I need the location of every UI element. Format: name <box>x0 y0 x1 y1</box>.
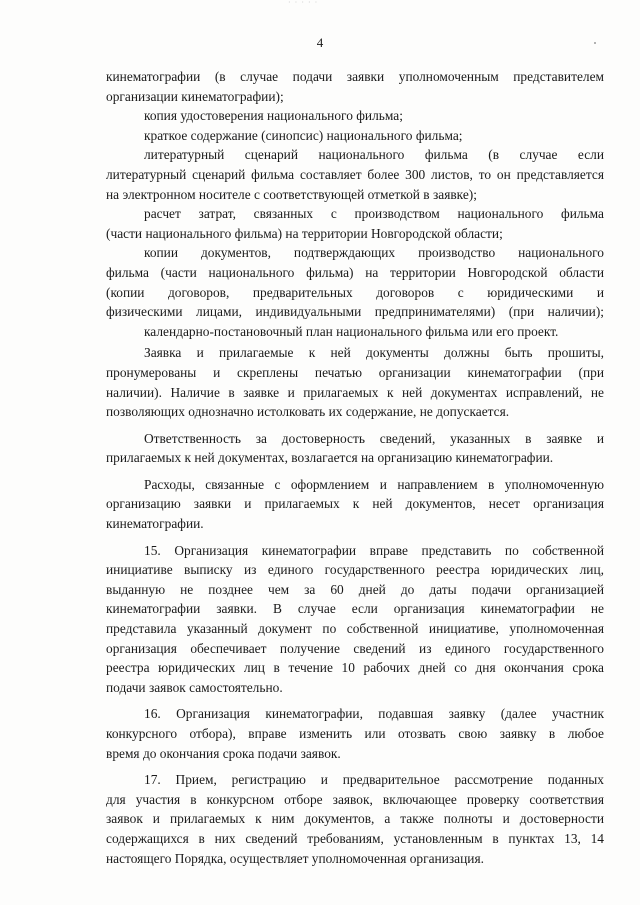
para-binding-requirements <box>106 343 604 421</box>
text-line: копия удостоверения национального фильма; <box>144 108 403 124</box>
text-line: календарно-постановочный план национального фильма или его проект. <box>144 323 559 339</box>
text-line: конкурсного отбора), вправе изменить или отозвать свою заявку в любое <box>106 726 604 741</box>
document-body <box>106 67 604 868</box>
text-line: 16. Организация кинематографии, подавшая заявку (далее участник <box>144 706 604 722</box>
text-line: реестра юридических лиц в течение 10 рабочих дней со дня окончания срока <box>106 660 604 676</box>
list-item-script <box>106 145 604 204</box>
text-line: подачи заявок самостоятельно. <box>106 679 283 695</box>
text-line: настоящего Порядка, осуществляет уполномоченная организация. <box>106 850 484 866</box>
list-item-production-plan <box>106 322 604 342</box>
para-continuation <box>106 67 604 106</box>
text-line: Ответственность за достоверность сведений, указанных в заявке и <box>144 430 604 446</box>
text-line: прилагаемых к ней документах, возлагается на организацию кинематографии. <box>106 450 554 466</box>
text-line: Расходы, связанные с оформлением и направлением в уполномоченную <box>144 476 604 492</box>
text-line: время до окончания срока подачи заявок. <box>106 745 341 761</box>
text-line: расчет затрат, связанных с производством национального фильма <box>144 206 604 222</box>
para-clause-16 <box>106 704 604 763</box>
para-clause-15 <box>106 541 604 698</box>
text-line: Заявка и прилагаемые к ней документы должны быть прошиты, <box>144 345 604 361</box>
text-line: литературный сценарий национального фильма (в случае если <box>144 147 604 163</box>
list-item-copy-certificate <box>106 106 604 126</box>
text-line: пронумерованы и скреплены печатью организации кинематографии (при <box>106 364 604 380</box>
text-line: заявок и прилагаемых к ним документов, а также полноты и достоверности <box>106 811 604 827</box>
text-line: организация обеспечивает получение сведений из единого государственного <box>106 640 604 656</box>
list-item-production-documents <box>106 243 604 321</box>
text-line: для участия в конкурсном отборе заявок, включающее проверку соответствия <box>106 791 604 807</box>
text-line: выданную не позднее чем за 60 дней до даты подачи организацией <box>106 581 604 597</box>
text-line: 17. Прием, регистрацию и предварительное рассмотрение поданных <box>144 772 604 788</box>
text-line: копии документов, подтверждающих производство национального <box>144 245 604 261</box>
para-clause-17 <box>106 770 604 868</box>
text-line: кинематографии заявки. В случае если организация кинематографии не <box>106 601 604 617</box>
text-line: кинематографии (в случае подачи заявки уполномоченным представителем <box>106 69 604 84</box>
para-expenses <box>106 475 604 534</box>
text-line: 15. Организация кинематографии вправе представить по собственной <box>144 542 604 558</box>
text-line: позволяющих однозначно истолковать их содержание, не допускается. <box>106 404 510 420</box>
scan-speck <box>594 42 596 44</box>
text-line: физическими лицами, индивидуальными предпринимателями) (при наличии); <box>106 304 604 320</box>
list-item-cost-calculation <box>106 204 604 243</box>
list-item-synopsis <box>106 126 604 146</box>
text-line: содержащихся в них сведений требованиям, установленным в пунктах 13, 14 <box>106 830 604 846</box>
text-line: литературный сценарий фильма составляет более 300 листов, то он представляется <box>106 166 604 182</box>
text-line: на электронном носителе с соответствующей отметкой в заявке); <box>106 186 477 202</box>
text-line: инициативе выписку из единого государственного реестра юридических лиц, <box>106 562 604 578</box>
header-mark: · · · · · <box>288 0 319 6</box>
text-line: организацию заявки и прилагаемых к ней документов, несет организация <box>106 496 604 512</box>
text-line: организации кинематографии); <box>106 88 284 104</box>
text-line: представила указанный документ по собственной инициативе, уполномоченная <box>106 621 604 637</box>
para-responsibility <box>106 429 604 468</box>
text-line: (части национального фильма) на территории Новгородской области; <box>106 225 503 241</box>
text-line: наличии). Наличие в заявке и прилагаемых к ней документах исправлений, не <box>106 384 604 400</box>
page-number: 4 <box>316 35 324 50</box>
text-line: фильма (части национального фильма) на территории Новгородской области <box>106 264 604 280</box>
text-line: (копии договоров, предварительных договоров с юридическими и <box>106 284 604 300</box>
text-line: кинематографии. <box>106 516 204 532</box>
text-line: краткое содержание (синопсис) национального фильма; <box>144 127 463 143</box>
